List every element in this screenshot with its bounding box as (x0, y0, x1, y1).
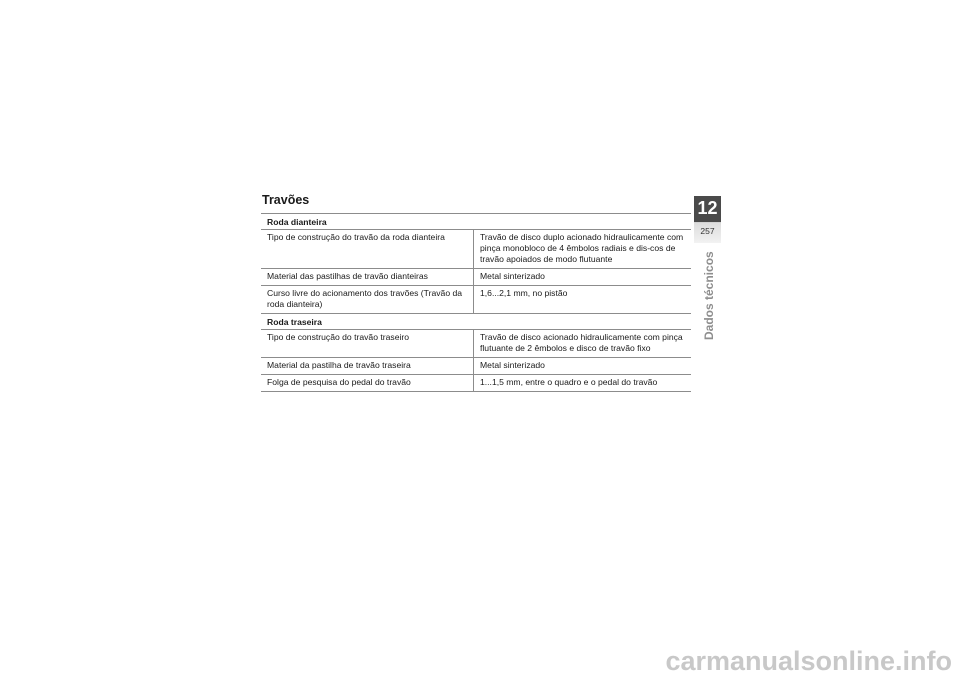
table-row (261, 330, 691, 358)
table-row (261, 375, 691, 392)
spec-label: Material das pastilhas de travão dianteiras (261, 269, 474, 285)
table-row (261, 230, 691, 269)
spec-value: Metal sinterizado (480, 271, 545, 281)
section-heading-rear-wheel: Roda traseira (261, 314, 691, 330)
spec-label: Tipo de construção do travão da roda dianteira (261, 230, 474, 268)
table-row (261, 269, 691, 286)
table-row (261, 358, 691, 375)
table-row (261, 286, 691, 314)
spec-value: 1,6...2,1 mm, no pistão (480, 288, 568, 298)
spec-value: Travão de disco acionado hidraulicamente com pinça flutuante de 2 êmbolos e disco de travão fixo (480, 332, 683, 353)
spec-value: Metal sinterizado (480, 360, 545, 370)
page-title: Travões (262, 193, 310, 207)
chapter-side-label: Dados técnicos (702, 251, 716, 340)
brakes-spec-table (261, 213, 691, 392)
spec-label: Folga de pesquisa do pedal do travão (261, 375, 474, 391)
spec-label: Curso livre do acionamento dos travões (Travão da roda dianteira) (261, 286, 474, 313)
spec-value: Travão de disco duplo acionado hidraulicamente com pinça monobloco de 4 êmbolos radiais e dis-cos de travão apoiados de modo flutuante (480, 232, 684, 264)
page-number: 257 (700, 226, 715, 236)
spec-label: Material da pastilha de travão traseira (261, 358, 474, 374)
chapter-tab (694, 196, 721, 243)
spec-value: 1...1,5 mm, entre o quadro e o pedal do travão (480, 377, 658, 387)
chapter-number: 12 (697, 198, 718, 218)
section-heading-front-wheel: Roda dianteira (261, 214, 691, 230)
spec-label: Tipo de construção do travão traseiro (261, 330, 474, 357)
watermark: carmanualsonline.info (665, 646, 952, 676)
